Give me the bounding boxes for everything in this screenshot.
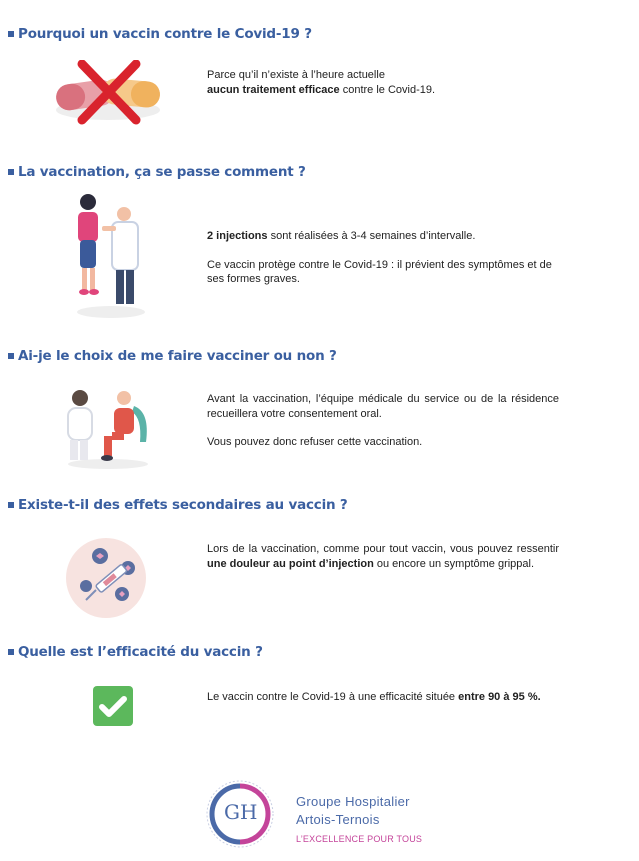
text-paragraph: Vous pouvez donc refuser cette vaccination. [207,436,423,448]
title-bullet [8,31,14,37]
consultation-scene-icon [60,384,156,470]
text-bold: aucun traitement efficace [207,83,340,96]
section-text-side-effects [207,542,559,571]
syringe-virus-icon [64,536,148,620]
section-text-choice [207,392,559,464]
section-title-choice [8,348,337,364]
section-title-efficacy [8,644,263,660]
section-title-how [8,164,306,180]
section-text-efficacy [207,690,559,705]
title-bullet [8,169,14,175]
logo-line-1: Groupe Hospitalier [296,794,410,809]
text-part: Le vaccin contre le Covid-19 à une efficacité située [207,691,459,703]
section-title-text: La vaccination, ça se passe comment ? [18,164,306,180]
title-bullet [8,649,14,655]
section-title-text: Pourquoi un vaccin contre le Covid-19 ? [18,26,312,42]
text-part: sont réalisées à 3-4 semaines d’intervalle. [267,230,476,242]
text-part: Parce qu’il n’existe à l’heure actuelle [207,69,385,81]
checkmark-icon [92,685,134,727]
section-text-how [207,229,559,301]
section-title-text: Quelle est l’efficacité du vaccin ? [18,644,263,660]
pills-crossed-icon [50,60,166,126]
text-part: contre le Covid-19. [339,83,436,96]
text-paragraph: Ce vaccin protège contre le Covid-19 : il prévient des symptômes et de ses formes graves. [207,258,552,285]
title-bullet [8,353,14,359]
logo-line-2: Artois-Ternois [296,812,380,827]
logo-monogram: GH [224,800,258,824]
text-bold: entre 90 à 95 %. [458,691,541,703]
title-bullet [8,502,14,508]
logo-tagline: L’EXCELLENCE POUR TOUS [296,834,423,844]
text-bold: 2 injections [207,230,268,242]
section-title-text: Existe-t-il des effets secondaires au vaccin ? [18,497,348,513]
text-part: Lors de la vaccination, comme pour tout vaccin, vous pouvez ressentir [207,543,559,555]
section-title-why [8,26,312,42]
section-title-side-effects [8,497,348,513]
text-part: ou encore un symptôme grippal. [373,557,535,570]
section-title-text: Ai-je le choix de me faire vacciner ou non ? [18,348,337,364]
text-paragraph: Avant la vaccination, l’équipe médicale du service ou de la résidence recueillera votre consentement oral. [207,393,559,420]
section-text-why [207,68,559,97]
hospital-logo [200,778,460,850]
vaccination-scene-icon [66,190,156,320]
text-bold: une douleur au point d’injection [207,557,374,570]
